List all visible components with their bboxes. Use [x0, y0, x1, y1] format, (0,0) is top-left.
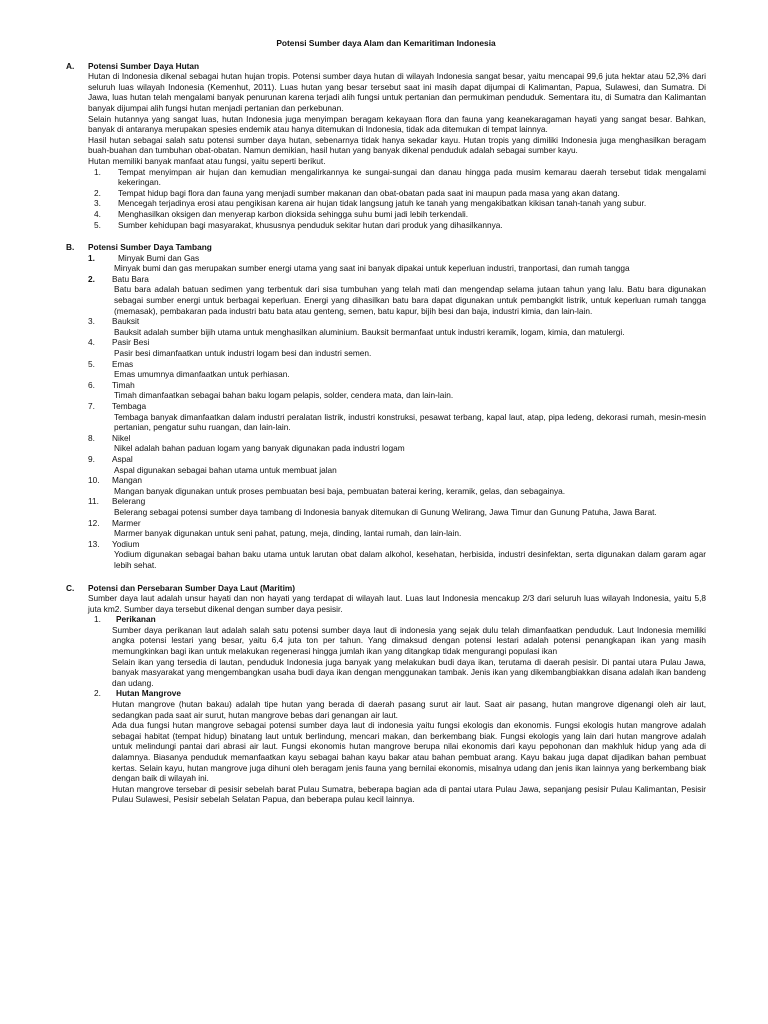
mining-item-description: Bauksit adalah sumber bijih utama untuk menghasilkan aluminium. Bauksit bermanfaat untuk industri keramik, logam, kimia, dan matulergi. — [114, 326, 625, 337]
marine-subsection-title: Perikanan — [116, 614, 156, 625]
marine-subsection-title: Hutan Mangrove — [116, 688, 181, 699]
section-c-paragraph-1: Sumber daya laut adalah unsur hayati dan non hayati yang terdapat di wilayah laut. Luas laut Indonesia mencakup 2/3 dari seluruh luas wilayah Indonesia, yaitu 5,8 juta km2. Sumber daya tersebut dikenal dengan sumber daya pesisir. — [88, 593, 706, 614]
mining-item-description: Aspal digunakan sebagai bahan utama untuk membuat jalan — [114, 464, 337, 475]
mining-item-description: Minyak bumi dan gas merupakan sumber energi utama yang saat ini banyak dipakai untuk keperluan industri, tranportasi, dan rumah tangga — [114, 263, 630, 274]
mining-item-description: Marmer banyak digunakan untuk seni pahat, patung, meja, dinding, lantai rumah, dan lain-lain. — [114, 528, 462, 539]
mining-item — [88, 274, 706, 316]
mining-item-head — [88, 359, 706, 370]
list-text: Tempat menyimpan air hujan dan kemudian mengalirkannya ke sungai-sungai dan danau hingga pada musim kemarau daerah tersebut tidak mengalami kekeringan. — [118, 166, 706, 188]
marine-subsection — [88, 688, 706, 805]
mining-item — [88, 253, 706, 274]
marine-subsection-number: 2. — [94, 688, 101, 699]
mining-item-number: 1. — [88, 252, 95, 263]
mining-item-head — [88, 274, 706, 285]
list-item — [88, 167, 706, 188]
mining-item-number: 8. — [88, 432, 95, 443]
mining-item-description: Timah dimanfaatkan sebagai bahan baku logam pelapis, solder, cendera mata, dan lain-lain. — [114, 390, 454, 401]
section-c-body — [88, 583, 706, 805]
mining-item-description: Tembaga banyak dimanfaatkan dalam industri peralatan listrik, industri konstruksi, pesawat terbang, kapal laut, atap, pipa ledeng, dekorasi rumah, mesin-mesin pertanian, pengatur suhu ruangan, dan lain-lain. — [114, 411, 706, 433]
section-c-letter: C. — [66, 582, 75, 593]
section-a — [66, 61, 706, 231]
mining-item-number: 2. — [88, 273, 95, 284]
mining-item — [88, 454, 706, 475]
mining-item-name: Yodium — [112, 538, 140, 549]
mining-item-number: 10. — [88, 475, 100, 486]
marine-paragraph: Hutan mangrove (hutan bakau) adalah tipe hutan yang berada di daerah pasang surut air laut. Saat air pasang, hutan mangrove digenangi oleh air laut, sedangkan pada saat air surut, hutan mangrove bebas dari genangan air laut. — [112, 699, 706, 720]
section-a-letter: A. — [66, 60, 75, 71]
mining-item-name: Timah — [112, 379, 135, 390]
mining-item-name: Nikel — [112, 432, 131, 443]
mining-item-head — [88, 401, 706, 412]
section-c — [66, 583, 706, 805]
section-a-body — [88, 61, 706, 231]
mining-item-name: Bauksit — [112, 316, 140, 327]
mining-item-name: Minyak Bumi dan Gas — [118, 252, 200, 263]
list-item — [88, 198, 706, 209]
section-a-paragraph-1: Hutan di Indonesia dikenal sebagai hutan hujan tropis. Potensi sumber daya hutan di wilayah Indonesia sangat besar, yaitu mencapai 99,6 juta hektar atau 52,3% dari seluruh luas wilayah Indonesia (Kemenhut, 2011). Luas hutan yang besar tersebut saat ini masih dapat dijumpai di Kalimantan, Papua, Sulawesi, dan Sumatra. Di Jawa, luas hutan telah mengalami banyak penurunan karena terjadi alih fungsi untuk pertanian dan permukiman penduduk. Sementara itu, di Sumatra dan Kalimantan banyak dijumpai alih fungsi hutan menjadi pertanian dan perkebunan. — [88, 71, 706, 113]
marine-subsection-body — [88, 625, 706, 689]
mining-item-number: 3. — [88, 316, 95, 327]
mining-item-name: Mangan — [112, 475, 142, 486]
list-number: 5. — [94, 219, 101, 230]
section-b-body — [88, 242, 706, 570]
list-item — [88, 209, 706, 220]
mining-item-name: Emas — [112, 358, 134, 369]
mining-item-description: Emas umumnya dimanfaatkan untuk perhiasan. — [114, 369, 290, 380]
section-a-paragraph-4: Hutan memiliki banyak manfaat atau fungsi, yaitu seperti berikut. — [88, 155, 326, 166]
mining-item-name: Tembaga — [112, 401, 147, 411]
mining-item — [88, 496, 706, 517]
mining-item-name: Batu Bara — [112, 273, 149, 284]
mining-item-number: 11. — [88, 496, 99, 507]
marine-paragraph: Selain ikan yang tersedia di lautan, penduduk Indonesia juga banyak yang melakukan budi daya ikan, terutama di daerah pesisir. Di pantai utara Pulau Jawa, banyak masyarakat yang mengembangkan usaha budi daya ikan dengan menggunakan tambak. Jenis ikan yang dikembangbiakkan disana adalah ikan bandeng dan udang. — [112, 656, 706, 688]
list-text: Sumber kehidupan bagi masyarakat, khususnya penduduk sekitar hutan dari produk yang dihasilkannya. — [118, 219, 503, 230]
mining-item-head — [88, 454, 706, 465]
mining-item-number: 4. — [88, 337, 95, 348]
section-c-heading: Potensi dan Persebaran Sumber Daya Laut (Maritim) — [88, 582, 296, 593]
mining-item-head — [88, 337, 706, 348]
mining-item — [88, 401, 706, 433]
mining-item — [88, 539, 706, 571]
list-number: 3. — [94, 198, 101, 209]
list-item — [88, 188, 706, 199]
list-number: 2. — [94, 187, 101, 198]
list-text: Menghasilkan oksigen dan menyerap karbon dioksida sehingga suhu bumi jadi lebih terkendali. — [118, 208, 469, 219]
marine-paragraph: Ada dua fungsi hutan mangrove sebagai potensi sumber daya laut di indonesia yaitu fungsi ekologis dan ekonomis. Fungsi ekologis hutan mangrove adalah sebagai habitat (tempat hidup) binatang laut untuk berlindung, mencari makan, dan berkembang biak. Fungsi ekologis yang lain dari hutan mangrove adalah untuk melindungi pantai dari abrasi air laut. Fungsi ekonomis hutan mangrove berupa nilai ekonomis dari kayu pepohonan dan makhluk hidup yang ada di dalamnya. Biasanya penduduk memanfaatkan kayu sebagai bahan kayu bakar atau bahan pembuat arang. Kayu bakau juga dapat dijadikan bahan pembuat kertas. Selain kayu, hutan mangrove juga dihuni oleh beragam jenis fauna yang bernilai ekonomis, misalnya udang dan jenis ikan lainnya yang berkembang biak dengan baik di wilayah ini. — [112, 720, 706, 784]
mining-item-description: Mangan banyak digunakan untuk proses pembuatan besi baja, pembuatan baterai kering, keramik, gelas, dan sebagainya. — [114, 485, 566, 496]
mining-item-head — [88, 496, 706, 507]
section-a-paragraph-2: Selain hutannya yang sangat luas, hutan Indonesia juga menyimpan beragam kekayaan flora dan fauna yang keanekaragaman hayati yang sangat besar. Bahkan, banyak di antaranya merupakan spesies endemik atau hanya ditemukan di Indonesia, tidak ada ditemukan di tempat lainnya. — [88, 113, 706, 135]
marine-subsection-head — [88, 688, 706, 699]
section-b — [66, 242, 706, 570]
mining-item — [88, 518, 706, 539]
marine-subsection-body — [88, 699, 706, 805]
list-text: Mencegah terjadinya erosi atau pengikisan karena air hujan tidak langsung jatuh ke tanah yang mengakibatkan kikisan tanah-tanah yang subur. — [118, 198, 647, 209]
marine-subsection-head — [88, 614, 706, 625]
mining-item-description: Batu bara adalah batuan sedimen yang terbentuk dari sisa tumbuhan yang telah mati dan mengendap selama jutaan tahun yang lalu. Batu bara digunakan sebagai sumber energi untuk berbagai keperluan. Energi yang dihasilkan batu bara dapat digunakan untuk pembangkit listrik, untuk keperluan rumah tangga (memasak), pembakaran pada industri batu bata atau genteng, semen, batu kapur, bijih besi dan baja, industri kimia, dan lain-lain. — [114, 284, 706, 316]
mining-item-number: 13. — [88, 538, 100, 549]
mining-item-description: Belerang sebagai potensi sumber daya tambang di Indonesia banyak ditemukan di Gunung Welirang, Jawa Timur dan Gunung Patuha, Jawa Barat. — [114, 506, 657, 517]
marine-paragraph: Sumber daya perikanan laut adalah salah satu potensi sumber daya laut di indonesia yang sejak dulu telah dimanfaatkan penduduk. Laut Indonesia memiliki angka potensi lestari yang besar, yaitu 6,4 juta ton per tahun. Yang dimaksud dengan potensi lestari adalah potensi penangkapan ikan yang masih memungkinkan bagi ikan untuk melakukan regenerasi hingga jumlah ikan yang ditangkap tidak mengurangi populasi ikan — [112, 624, 706, 657]
mining-item-number: 6. — [88, 379, 95, 390]
mining-item-head — [88, 316, 706, 327]
mining-item-head — [88, 518, 706, 529]
mining-item — [88, 380, 706, 401]
mining-item-name: Belerang — [112, 496, 146, 507]
section-a-paragraph-3: Hasil hutan sebagai salah satu potensi sumber daya hutan, sebenarnya tidak hanya sekadar kayu. Hutan tropis yang dimiliki Indonesia juga menghasilkan beragam buah-buahan dan tumbuhan obat-obatan. Namun demikian, hasil hutan yang banyak dikenal penduduk adalah sebagai sumber kayu. — [88, 134, 706, 156]
mining-item-number: 7. — [88, 401, 95, 411]
forest-functions-list — [88, 167, 706, 231]
section-b-letter: B. — [66, 242, 75, 253]
mining-item-name: Pasir Besi — [112, 337, 150, 348]
mining-item — [88, 475, 706, 496]
list-number: 1. — [94, 166, 101, 177]
mining-item-head — [88, 539, 706, 550]
mining-item-number: 5. — [88, 358, 95, 369]
mining-item-description: Nikel adalah bahan paduan logam yang banyak digunakan pada industri logam — [114, 443, 405, 454]
list-number: 4. — [94, 208, 101, 219]
mining-item — [88, 316, 706, 337]
mining-item-description: Yodium digunakan sebagai bahan baku utama untuk larutan obat dalam alkohol, kesehatan, herbisida, industri desinfektan, serta digunakan dalam garam agar lebih sehat. — [114, 549, 706, 570]
list-text: Tempat hidup bagi flora dan fauna yang menjadi sumber makanan dan obat-obatan pada saat ini maupun pada masa yang akan datang. — [118, 187, 620, 198]
mining-item-name: Marmer — [112, 517, 141, 528]
mining-items-list — [88, 253, 706, 571]
marine-subsections — [88, 614, 706, 805]
document-title: Potensi Sumber daya Alam dan Kemaritiman Indonesia — [276, 38, 496, 48]
mining-item — [88, 359, 706, 380]
marine-subsection — [88, 614, 706, 688]
section-b-heading: Potensi Sumber Daya Tambang — [88, 242, 212, 253]
mining-item-head — [88, 380, 706, 391]
mining-item-number: 12. — [88, 517, 100, 528]
marine-subsection-number: 1. — [94, 614, 101, 625]
mining-item-head — [88, 253, 706, 264]
mining-item-description: Pasir besi dimanfaatkan untuk industri logam besi dan industri semen. — [114, 348, 372, 359]
mining-item-head — [88, 475, 706, 486]
mining-item-head — [88, 433, 706, 444]
mining-item — [88, 337, 706, 358]
mining-item — [88, 433, 706, 454]
mining-item-number: 9. — [88, 453, 95, 464]
section-a-heading: Potensi Sumber Daya Hutan — [88, 60, 200, 71]
list-item — [88, 220, 706, 231]
mining-item-name: Aspal — [112, 453, 133, 464]
marine-paragraph: Hutan mangrove tersebar di pesisir sebelah barat Pulau Sumatra, beberapa bagian ada di pantai utara Pulau Jawa, sepanjang pesisir Pulau Kalimantan, Pesisir Pulau Sulawesi, Pesisir sebelah Selatan Papua, dan beberapa pulau kecil lainnya. — [112, 783, 706, 805]
